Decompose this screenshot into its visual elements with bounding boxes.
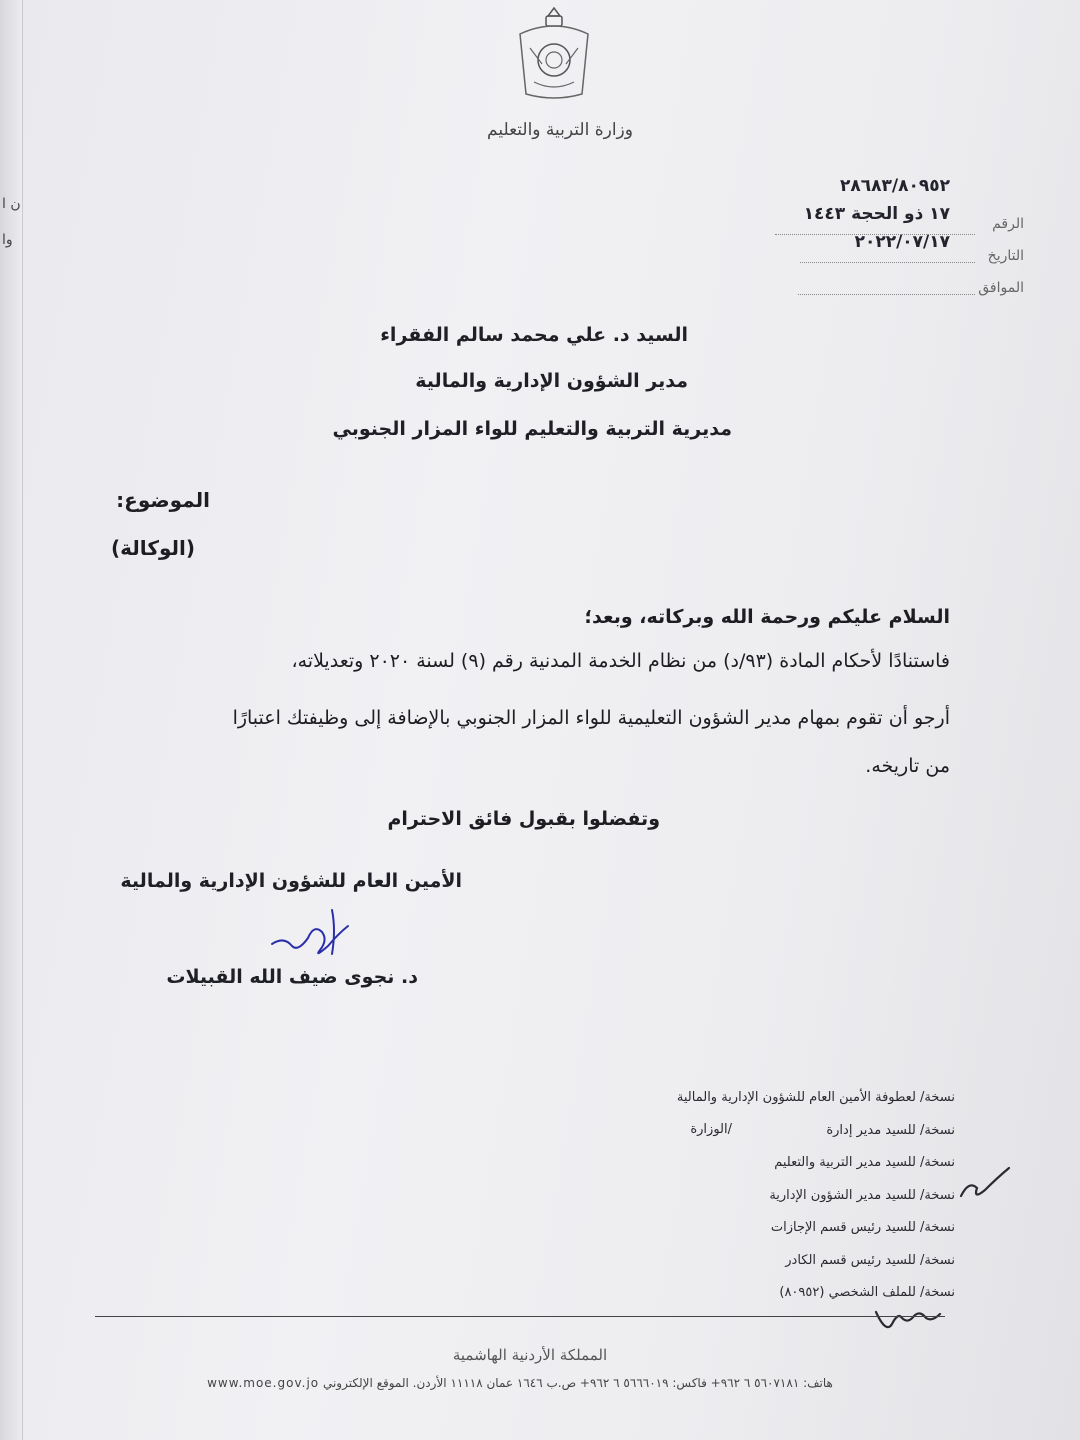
- jordan-coat-of-arms-icon: [512, 4, 596, 104]
- ministry-name: وزارة التربية والتعليم: [487, 120, 633, 140]
- copy-line: نسخة/ للسيد مدير الشؤون الإدارية: [769, 1187, 955, 1203]
- copy-line: نسخة/ للسيد مدير إدارة: [826, 1122, 955, 1138]
- signer-title: الأمين العام للشؤون الإدارية والمالية: [120, 870, 462, 892]
- adjacent-page-edge: [0, 0, 23, 1440]
- date-dotted-line: [800, 262, 975, 263]
- body-line-2: أرجو أن تقوم بمهام مدير الشؤون التعليمية للواء المزار الجنوبي بالإضافة إلى وظيفتك اعتبارًا: [232, 707, 950, 729]
- corresponding-dotted-line: [798, 294, 975, 295]
- footer-country: المملكة الأردنية الهاشمية: [452, 1346, 608, 1364]
- gregorian-date: ٢٠٢٢/٠٧/١٧: [854, 232, 950, 252]
- edge-fragment: ن ا: [2, 196, 21, 212]
- initials-scribble-icon: [872, 1300, 944, 1338]
- corresponding-label: الموافق: [978, 280, 1024, 296]
- addressee-title: مدير الشؤون الإدارية والمالية: [415, 370, 688, 392]
- handwritten-signature-icon: [262, 900, 362, 962]
- footer-contact-details: هاتف: ٥٦٠٧١٨١ ٦ ٩٦٢+ فاكس: ٥٦٦٦٠١٩ ٦ ٩٦٢+ ص.ب ١٦٤٦ عمان ١١١١٨ الأردن. الموقع الإلكتروني: [322, 1376, 833, 1390]
- addressee-name: السيد د. علي محمد سالم الفقراء: [380, 324, 688, 346]
- closing-phrase: وتفضلوا بقبول فائق الاحترام: [387, 808, 660, 830]
- initial-mark-icon: [955, 1160, 1015, 1204]
- body-line-1: فاستنادًا لأحكام المادة (٩٣/د) من نظام الخدمة المدنية رقم (٩) لسنة ٢٠٢٠ وتعديلاته،: [291, 650, 950, 672]
- footer-contact: [140, 1376, 900, 1390]
- addressee-directorate: مديرية التربية والتعليم للواء المزار الجنوبي: [332, 418, 732, 440]
- copy-line: نسخة/ للسيد رئيس قسم الإجازات: [770, 1220, 955, 1235]
- edge-fragment: وا: [2, 232, 13, 248]
- body-line-3: من تاريخه.: [865, 755, 950, 777]
- date-label: التاريخ: [987, 248, 1024, 264]
- copy-line: نسخة/ للسيد مدير التربية والتعليم: [774, 1155, 955, 1170]
- copy-line: نسخة/ للسيد رئيس قسم الكادر: [785, 1252, 955, 1268]
- footer-divider: [95, 1316, 945, 1317]
- reference-number: ٢٨٦٨٣/٨٠٩٥٢: [840, 176, 950, 196]
- hijri-date: ١٧ ذو الحجة ١٤٤٣: [803, 204, 950, 224]
- copy-line: نسخة/ للملف الشخصي (٨٠٩٥٢): [779, 1285, 955, 1300]
- number-dotted-line: [775, 234, 975, 235]
- subject-value: (الوكالة): [111, 536, 195, 560]
- copy-line: نسخة/ لعطوفة الأمين العام للشؤون الإدارية والمالية: [676, 1090, 955, 1105]
- signer-name: د. نجوى ضيف الله القبيلات: [166, 966, 418, 988]
- subject-label: الموضوع:: [116, 488, 210, 512]
- footer-website: www.moe.gov.jo: [207, 1376, 320, 1390]
- copy-ministry-note: /الوزارة: [690, 1122, 732, 1137]
- number-label: الرقم: [992, 216, 1024, 232]
- greeting: السلام عليكم ورحمة الله وبركاته، وبعد؛: [584, 606, 950, 628]
